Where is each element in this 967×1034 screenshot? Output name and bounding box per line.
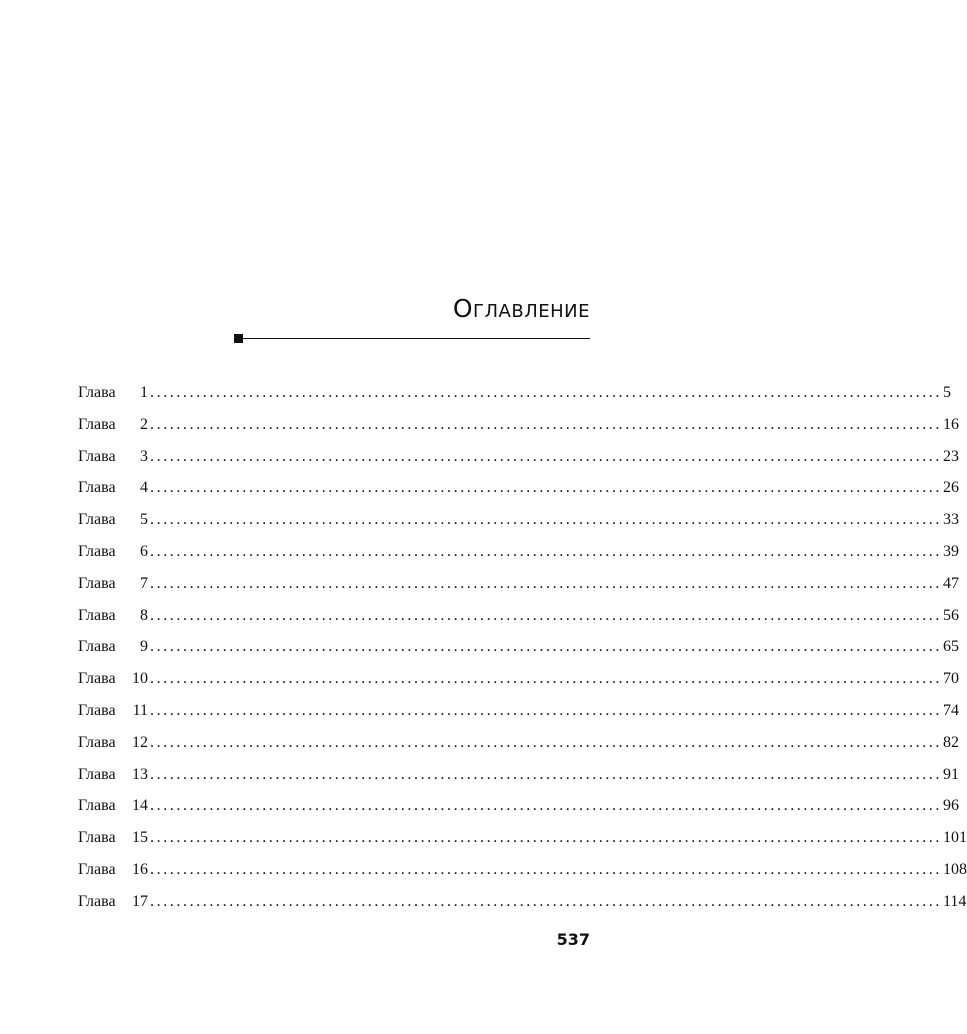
toc-entry-number: 6 xyxy=(140,542,148,560)
toc-entry-label: Глава xyxy=(78,447,116,465)
toc-entry-label: Глава xyxy=(78,670,116,688)
heading-rule-marker xyxy=(234,334,243,343)
toc-entry-number: 11 xyxy=(132,701,148,719)
toc-entry[interactable] xyxy=(78,606,959,638)
toc-entry[interactable] xyxy=(78,669,959,701)
toc-entry-label: Глава xyxy=(78,860,116,878)
toc-entry-number: 10 xyxy=(132,670,148,688)
toc-entry-page: 101 xyxy=(943,829,967,847)
toc-entry-label: Глава xyxy=(78,606,116,624)
toc-dot-leader: ........................................................................................................................ xyxy=(150,574,942,592)
toc-entry[interactable] xyxy=(78,860,967,892)
toc-entry-label: Глава xyxy=(78,542,116,560)
toc-entry[interactable] xyxy=(78,765,959,797)
toc-dot-leader: ........................................................................................................................ xyxy=(150,860,942,878)
toc-entry-page: 65 xyxy=(943,638,959,656)
toc-entry-page: 91 xyxy=(943,765,959,783)
toc-dot-leader: ........................................................................................................................ xyxy=(150,606,942,624)
toc-entry-label: Глава xyxy=(78,384,116,401)
toc-entry[interactable] xyxy=(78,796,959,828)
toc-dot-leader: ........................................................................................................................ xyxy=(150,542,942,560)
toc-entry-number: 16 xyxy=(132,860,148,878)
toc-entry-page: 26 xyxy=(943,479,959,497)
toc-entry-number: 2 xyxy=(140,415,148,433)
toc-entry-number: 14 xyxy=(132,797,148,815)
toc-entry-page: 39 xyxy=(943,542,959,560)
toc-entry-label: Глава xyxy=(78,829,116,847)
toc-entry[interactable] xyxy=(78,383,951,415)
toc-entry-page: 23 xyxy=(943,447,959,465)
toc-entry-page: 47 xyxy=(943,574,959,592)
toc-entry[interactable] xyxy=(78,637,959,669)
page-heading: Оглавление xyxy=(452,294,590,323)
toc-entry-page: 108 xyxy=(943,860,967,878)
toc-entry[interactable] xyxy=(78,447,959,479)
toc-entry-number: 13 xyxy=(132,765,148,783)
toc-entry-label: Глава xyxy=(78,415,116,433)
toc-entry-number: 8 xyxy=(140,606,148,624)
toc-entry-number: 15 xyxy=(132,829,148,847)
toc-entry-page: 74 xyxy=(943,701,959,719)
toc-dot-leader: ........................................................................................................................ xyxy=(150,797,942,815)
toc-dot-leader: ........................................................................................................................ xyxy=(150,701,942,719)
toc-entry-label: Глава xyxy=(78,797,116,815)
toc-dot-leader: ........................................................................................................................ xyxy=(150,733,942,751)
toc-dot-leader: ........................................................................................................................ xyxy=(150,447,942,465)
toc-dot-leader: ........................................................................................................................ xyxy=(150,479,942,497)
toc-entry-label: Глава xyxy=(78,511,116,529)
toc-entry-number: 3 xyxy=(140,447,148,465)
toc-entry-label: Глава xyxy=(78,892,116,910)
toc-entry-number: 5 xyxy=(140,511,148,529)
heading-rule xyxy=(243,338,590,339)
toc-entry[interactable] xyxy=(78,733,959,765)
toc-entry-number: 7 xyxy=(140,574,148,592)
toc-entry-number: 4 xyxy=(140,479,148,497)
page-number: 537 xyxy=(556,930,590,949)
toc-dot-leader: ........................................................................................................................ xyxy=(150,415,942,433)
toc-entry-page: 16 xyxy=(943,415,959,433)
toc-entry-label: Глава xyxy=(78,733,116,751)
toc-entry-page: 82 xyxy=(943,733,959,751)
toc-dot-leader: ........................................................................................................................ xyxy=(150,892,942,910)
toc-dot-leader: ........................................................................................................................ xyxy=(150,511,942,529)
toc-entry-label: Глава xyxy=(78,701,116,719)
toc-entry-number: 9 xyxy=(140,638,148,656)
toc-entry[interactable] xyxy=(78,828,967,860)
toc-entry-number: 12 xyxy=(132,733,148,751)
toc-entry-label: Глава xyxy=(78,638,116,656)
toc-dot-leader: ........................................................................................................................ xyxy=(150,829,942,847)
toc-entry-page: 5 xyxy=(943,384,951,401)
table-of-contents xyxy=(78,383,967,924)
toc-entry[interactable] xyxy=(78,574,959,606)
toc-entry-page: 33 xyxy=(943,511,959,529)
toc-entry[interactable] xyxy=(78,542,959,574)
toc-dot-leader: ........................................................................................................................ xyxy=(150,765,942,783)
toc-entry-label: Глава xyxy=(78,765,116,783)
toc-entry-page: 70 xyxy=(943,670,959,688)
toc-dot-leader: ........................................................................................................................ xyxy=(150,670,942,688)
toc-entry-page: 114 xyxy=(943,892,967,910)
toc-entry-label: Глава xyxy=(78,479,116,497)
toc-dot-leader: ........................................................................................................................ xyxy=(150,638,942,656)
toc-entry-page: 56 xyxy=(943,606,959,624)
toc-entry[interactable] xyxy=(78,701,959,733)
toc-entry-number: 1 xyxy=(140,384,148,401)
toc-dot-leader: ........................................................................................................................ xyxy=(150,384,942,401)
toc-entry-page: 96 xyxy=(943,797,959,815)
toc-entry[interactable] xyxy=(78,892,967,924)
toc-entry[interactable] xyxy=(78,510,959,542)
toc-entry[interactable] xyxy=(78,415,959,447)
toc-entry-label: Глава xyxy=(78,574,116,592)
toc-entry[interactable] xyxy=(78,478,959,510)
toc-entry-number: 17 xyxy=(132,892,148,910)
